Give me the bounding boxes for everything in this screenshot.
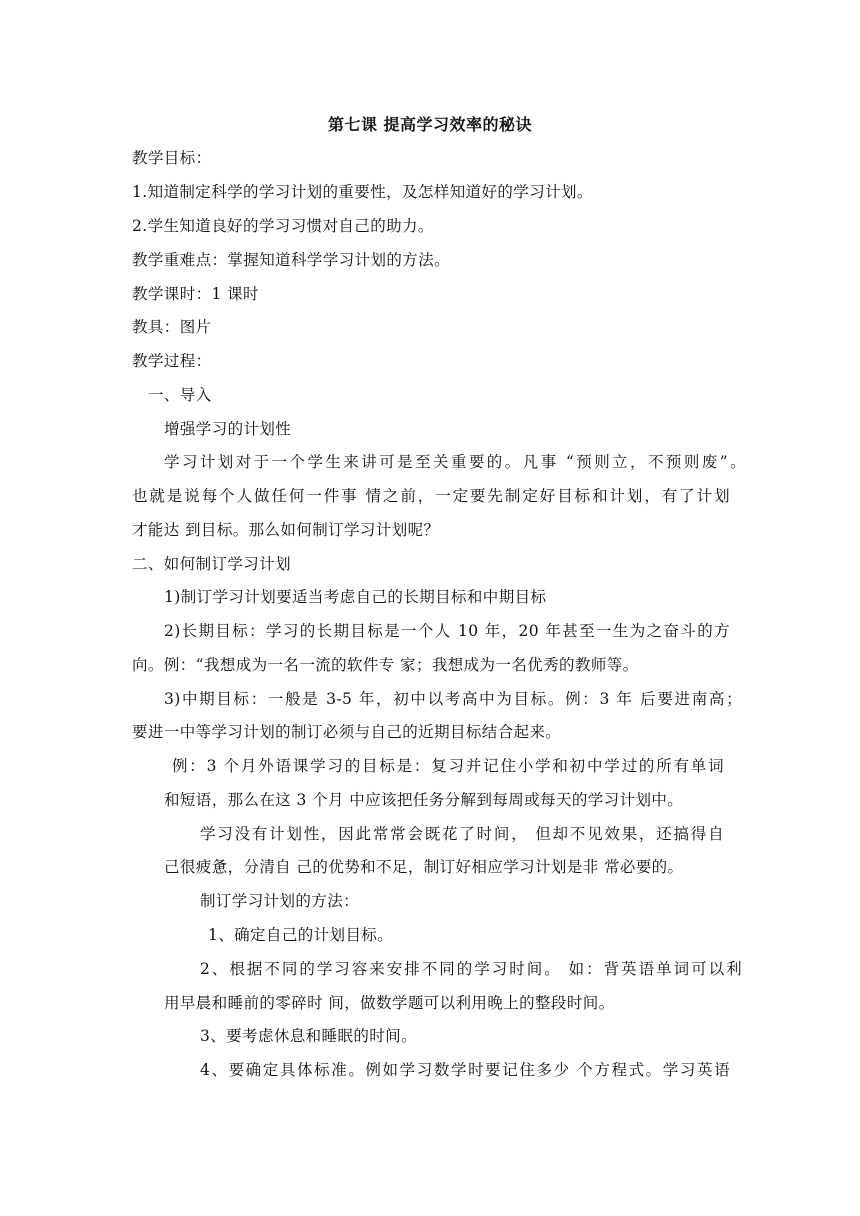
paragraph-line: 己很疲惫，分清自 己的优势和不足，制订好相应学习计划是非 常必要的。 [164,858,684,876]
lesson-title: 第七课 提高学习效率的秘诀 [327,115,533,134]
paragraph-line: 向。例：“我想成为一名一流的软件专 家；我想成为一名优秀的教师等。 [132,656,639,674]
objective-1: 1.知道制定科学的学习计划的重要性，及怎样知道好的学习计划。 [132,183,593,201]
paragraph-line: 要进一中等学习计划的制订必须与自己的近期目标结合起来。 [132,723,562,741]
paragraph-line: 和短语，那么在这 3 个月 中应该把任务分解到每周或每天的学习计划中。 [164,791,684,809]
paragraph-line: 例：3 个月外语课学习的目标是：复习并记住小学和初中学过的所有单词 [172,757,724,775]
paragraph-line: 才能达 到目标。那么如何制订学习计划呢？ [132,521,440,539]
objectives-heading: 教学目标： [132,149,212,167]
method-3: 3、要考虑休息和睡眠的时间。 [200,1027,417,1045]
method-4: 4、要确定具体标准。例如学习数学时要记住多少 个方程式。学习英语 [200,1061,730,1079]
section-2-heading: 二、如何制订学习计划 [132,555,292,573]
method-2: 2、根据不同的学习容来安排不同的学习时间。 如：背英语单词可以利 [200,960,742,978]
objective-2: 2.学生知道良好的学习习惯对自己的助力。 [132,217,434,235]
section-1-heading: 一、导入 [148,386,212,404]
section-1-subheading: 增强学习的计划性 [164,420,292,438]
point-1: 1)制订学习计划要适当考虑自己的长期目标和中期目标 [164,588,547,606]
paragraph-line: 用早晨和睡前的零碎时 间，做数学题可以利用晚上的整段时间。 [164,994,615,1012]
paragraph-line: 也就是说每个人做任何一件事 情之前，一定要先制定好目标和计划，有了计划 [132,487,730,505]
teaching-aids: 教具：图片 [132,318,212,336]
paragraph-line: 2)长期目标：学习的长期目标是一个人 10 年，20 年甚至一生为之奋斗的方 [164,622,730,640]
method-1: 1、确定自己的计划目标。 [208,926,394,944]
paragraph-line: 学习没有计划性，因此常常会既花了时间， 但却不见效果，还搞得自 [200,825,724,843]
method-heading: 制订学习计划的方法： [200,892,360,910]
key-difficulty: 教学重难点：掌握知道科学学习计划的方法。 [132,251,451,269]
paragraph-line: 学习计划对于一个学生来讲可是至关重要的。凡事 “预则立，不预则废”。 [164,453,746,471]
class-hours: 教学课时：1 课时 [132,285,259,303]
process-heading: 教学过程： [132,352,212,370]
paragraph-line: 3)中期目标：一般是 3-5 年，初中以考高中为目标。例：3 年 后要进南高； [164,690,742,708]
